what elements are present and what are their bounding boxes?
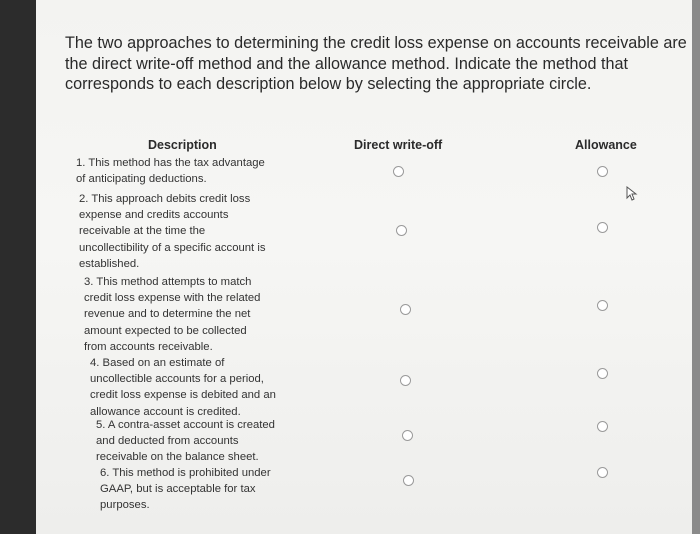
row-6-direct-write-off-radio[interactable] <box>403 475 414 486</box>
row-5-allowance-radio[interactable] <box>597 421 608 432</box>
row-4-description: 4. Based on an estimate of uncollectible accounts for a period, credit loss expense is debited and an allowance account is credited. <box>90 357 276 418</box>
row-1-allowance-radio[interactable] <box>597 166 608 177</box>
column-header-description: Description <box>148 138 217 152</box>
left-edge-shadow <box>0 0 36 534</box>
row-6-allowance-radio[interactable] <box>597 467 608 478</box>
row-2-allowance-radio[interactable] <box>597 222 608 233</box>
row-3-direct-write-off-radio[interactable] <box>400 304 411 315</box>
row-1-direct-write-off-radio[interactable] <box>393 166 404 177</box>
column-header-direct-write-off: Direct write-off <box>354 138 443 152</box>
row-4-allowance-radio[interactable] <box>597 368 608 379</box>
row-6-description: 6. This method is prohibited under GAAP, but is acceptable for tax purposes. <box>100 467 271 512</box>
row-3-allowance-radio[interactable] <box>597 300 608 311</box>
column-header-allowance: Allowance <box>575 138 637 152</box>
question-instructions: The two approaches to determining the credit loss expense on accounts receivable are the direct write-off method and the allowance method. Indicate the method that corresponds to each description below by selecting the appropriate circle. <box>65 34 687 93</box>
question-panel <box>36 0 692 534</box>
mouse-pointer-icon <box>626 186 640 202</box>
row-4-direct-write-off-radio[interactable] <box>400 375 411 386</box>
row-5-direct-write-off-radio[interactable] <box>402 430 413 441</box>
row-2-description: 2. This approach debits credit loss expense and credits accounts receivable at the time the uncollectibility of a specific account is established. <box>79 193 266 270</box>
row-1-description: 1. This method has the tax advantage of anticipating deductions. <box>76 157 265 186</box>
row-3-description: 3. This method attempts to match credit loss expense with the related revenue and to determine the net amount expected to be collected from accounts receivable. <box>84 276 261 353</box>
row-5-description: 5. A contra-asset account is created and deducted from accounts receivable on the balance sheet. <box>96 419 275 464</box>
row-2-direct-write-off-radio[interactable] <box>396 225 407 236</box>
